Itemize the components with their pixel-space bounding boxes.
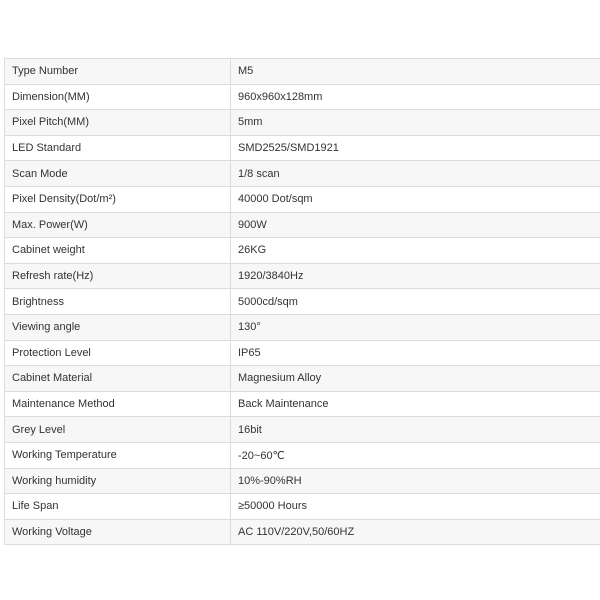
spec-value: Magnesium Alloy xyxy=(231,366,600,392)
spec-value: 960x960x128mm xyxy=(231,84,600,110)
spec-label: Pixel Pitch(MM) xyxy=(5,110,231,136)
spec-value: ≥50000 Hours xyxy=(231,494,600,520)
spec-row-cabinet-material xyxy=(5,366,600,392)
spec-row-max-power xyxy=(5,212,600,238)
spec-row-life-span xyxy=(5,494,600,520)
spec-row-scan-mode xyxy=(5,161,600,187)
spec-label: LED Standard xyxy=(5,135,231,161)
spec-table xyxy=(4,58,600,545)
spec-label: Life Span xyxy=(5,494,231,520)
spec-label: Grey Level xyxy=(5,417,231,443)
spec-value: M5 xyxy=(231,59,600,85)
spec-label: Dimension(MM) xyxy=(5,84,231,110)
spec-label: Viewing angle xyxy=(5,314,231,340)
spec-row-viewing-angle xyxy=(5,314,600,340)
spec-row-grey-level xyxy=(5,417,600,443)
spec-row-pixel-pitch xyxy=(5,110,600,136)
spec-label: Cabinet weight xyxy=(5,238,231,264)
spec-row-pixel-density xyxy=(5,186,600,212)
spec-value: Back Maintenance xyxy=(231,391,600,417)
spec-value: 10%-90%RH xyxy=(231,468,600,494)
spec-row-led-standard xyxy=(5,135,600,161)
spec-row-working-humidity xyxy=(5,468,600,494)
spec-label: Cabinet Material xyxy=(5,366,231,392)
spec-label: Brightness xyxy=(5,289,231,315)
spec-value: AC 110V/220V,50/60HZ xyxy=(231,519,600,545)
spec-row-dimension xyxy=(5,84,600,110)
spec-row-brightness xyxy=(5,289,600,315)
spec-value: 130° xyxy=(231,314,600,340)
spec-label: Working Temperature xyxy=(5,442,231,468)
spec-value: 1/8 scan xyxy=(231,161,600,187)
spec-label: Maintenance Method xyxy=(5,391,231,417)
spec-table-body xyxy=(5,59,600,545)
spec-value: IP65 xyxy=(231,340,600,366)
spec-label: Pixel Density(Dot/m²) xyxy=(5,186,231,212)
spec-value: SMD2525/SMD1921 xyxy=(231,135,600,161)
spec-label: Working humidity xyxy=(5,468,231,494)
spec-label: Protection Level xyxy=(5,340,231,366)
spec-row-refresh-rate xyxy=(5,263,600,289)
spec-value: 5000cd/sqm xyxy=(231,289,600,315)
spec-value: 16bit xyxy=(231,417,600,443)
spec-label: Max. Power(W) xyxy=(5,212,231,238)
spec-label: Refresh rate(Hz) xyxy=(5,263,231,289)
spec-label: Type Number xyxy=(5,59,231,85)
spec-row-working-temperature xyxy=(5,442,600,468)
spec-value: 900W xyxy=(231,212,600,238)
spec-label: Scan Mode xyxy=(5,161,231,187)
spec-row-cabinet-weight xyxy=(5,238,600,264)
spec-value: 26KG xyxy=(231,238,600,264)
spec-row-working-voltage xyxy=(5,519,600,545)
spec-row-maintenance-method xyxy=(5,391,600,417)
spec-row-protection-level xyxy=(5,340,600,366)
spec-value: -20~60℃ xyxy=(231,442,600,468)
spec-value: 1920/3840Hz xyxy=(231,263,600,289)
spec-label: Working Voltage xyxy=(5,519,231,545)
spec-value: 40000 Dot/sqm xyxy=(231,186,600,212)
spec-row-type-number xyxy=(5,59,600,85)
spec-value: 5mm xyxy=(231,110,600,136)
